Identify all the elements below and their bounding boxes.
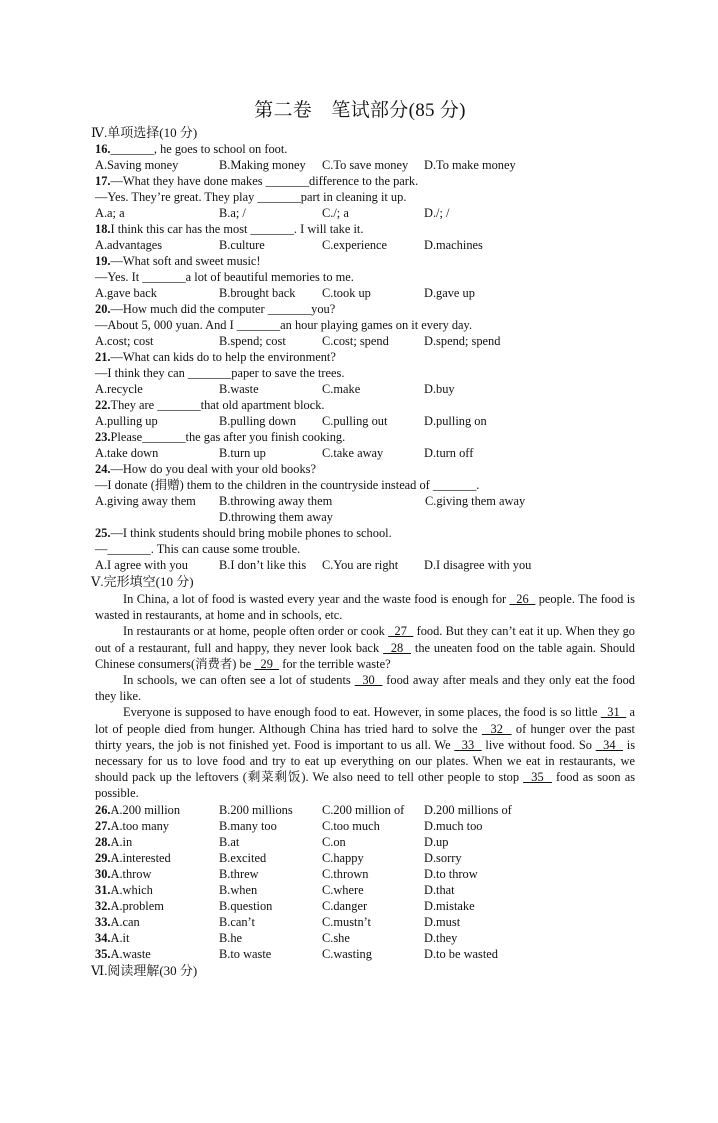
option: C.thrown <box>322 866 369 881</box>
cloze-blank: 29 <box>254 656 280 671</box>
single-choice-questions <box>95 141 635 573</box>
question-stem <box>95 317 635 333</box>
question-text: —I donate (捐赠) them to the children in the countryside instead of _______. <box>95 478 480 492</box>
option: B.pulling down <box>219 414 297 428</box>
cloze-option-row <box>95 914 635 930</box>
option-row <box>95 445 635 461</box>
option: A.I agree with you <box>95 558 188 572</box>
question-number: 20. <box>95 302 111 316</box>
option-text: A.which <box>110 882 153 897</box>
option: D./; / <box>424 206 450 220</box>
cloze-passage <box>95 591 635 802</box>
option: B.spend; cost <box>219 334 286 348</box>
section-heading-reading: Ⅵ.阅读理解(30 分) <box>91 962 198 978</box>
cloze-blank: 34 <box>595 737 624 752</box>
question-number: 30. <box>95 866 111 881</box>
option: C.cost; spend <box>322 334 389 348</box>
question-text: _______, he goes to school on foot. <box>110 142 288 156</box>
question-number: 21. <box>95 350 111 364</box>
question-number: 17. <box>95 174 111 188</box>
option: D.up <box>424 834 449 849</box>
cloze-blank: 35 <box>523 770 552 785</box>
option: B.I don’t like this <box>219 558 307 572</box>
section-heading-cloze: Ⅴ.完形填空(10 分) <box>91 574 194 589</box>
cloze-blank: 31 <box>600 705 627 720</box>
question-stem <box>95 269 635 285</box>
question-text: —About 5, 000 yuan. And I _______an hour playing games on it every day. <box>95 318 473 332</box>
question-text: Please_______the gas after you finish cooking. <box>110 430 346 444</box>
option: D.must <box>424 914 461 929</box>
passage-paragraph: In schools, we can often see a lot of students 30 food away after meals and they only eat the food they like. <box>95 673 635 704</box>
question-number: 29. <box>95 850 111 865</box>
option: C.You are right <box>322 558 399 572</box>
question-stem <box>95 349 635 365</box>
question-number: 31. <box>95 882 111 897</box>
option: A.cost; cost <box>95 334 154 348</box>
question-number: 34. <box>95 930 111 945</box>
option: D.to be wasted <box>424 946 498 961</box>
option-row <box>95 413 635 429</box>
option: D.turn off <box>424 446 474 460</box>
cloze-option-row <box>95 946 635 962</box>
option-text: A.too many <box>110 818 170 833</box>
question-text: I think this car has the most _______. I will take it. <box>110 222 364 236</box>
option: A.gave back <box>95 286 157 300</box>
option: D.they <box>424 930 458 945</box>
option: C.danger <box>322 898 368 913</box>
option-text: A.waste <box>110 946 151 961</box>
option: D.throwing them away <box>219 510 333 524</box>
question-text: —What they have done makes _______difference to the park. <box>110 174 419 188</box>
option: C.pulling out <box>322 414 388 428</box>
option: C.200 million of <box>322 802 405 817</box>
option: C.To save money <box>322 158 409 172</box>
option-text: A.problem <box>110 898 164 913</box>
option <box>95 898 219 914</box>
option: A.take down <box>95 446 159 460</box>
option: C.experience <box>322 238 388 252</box>
question-stem <box>95 365 635 381</box>
option-text: A.can <box>110 914 140 929</box>
passage-paragraph: Everyone is supposed to have enough food to eat. However, in some places, the food is so little 31 a lot of people died from hunger. Although China has tried hard to solve the 32 of hunger over the past thirty years, the job is not finished yet. Food is important to us all. We 33 live without food. So 34 is necessary for us to love food and try to eat up everything on our plates. When we eat in restaurants, we should pack up the leftovers (剩菜剩饭). We also need to tell other people to stop 35 food as soon as possible. <box>95 705 636 801</box>
option: A.advantages <box>95 238 163 252</box>
cloze-blank: 27 <box>388 624 414 639</box>
option: C.happy <box>322 850 364 865</box>
option: A.recycle <box>95 382 143 396</box>
option-row <box>95 381 635 397</box>
option: D.to throw <box>424 866 478 881</box>
cloze-option-row <box>95 882 635 898</box>
question-stem <box>95 141 635 157</box>
option: C./; a <box>322 206 349 220</box>
option: D.sorry <box>424 850 462 865</box>
question-number: 27. <box>95 818 111 833</box>
option: B.at <box>219 834 240 849</box>
question-stem <box>95 461 635 477</box>
question-text: —How much did the computer _______you? <box>110 302 336 316</box>
page-title: 第二卷 笔试部分(85 分) <box>254 100 466 121</box>
question-stem <box>95 253 635 269</box>
question-number: 25. <box>95 526 111 540</box>
question-number: 35. <box>95 946 111 961</box>
question-stem <box>95 173 635 189</box>
option: D.machines <box>424 238 483 252</box>
option <box>95 834 219 850</box>
cloze-option-row <box>95 850 635 866</box>
option <box>95 802 219 818</box>
option <box>95 850 219 866</box>
cloze-blank: 33 <box>454 737 482 752</box>
question-stem <box>95 525 635 541</box>
cloze-blank: 26 <box>509 592 536 606</box>
question-text: —I think students should bring mobile phones to school. <box>110 526 392 540</box>
cloze-option-row <box>95 866 635 882</box>
option: A.giving away them <box>95 494 196 508</box>
option: D.buy <box>424 382 455 396</box>
option-text: A.200 million <box>110 802 181 817</box>
passage-paragraph: In restaurants or at home, people often order or cook 27 food. But they can’t eat it up. When they go out of a restaurant, full and happy, they never look back 28 the uneaten food on the table again. Should Chinese consumers(消费者) be 29 for the terrible waste? <box>95 624 636 671</box>
question-text: —Yes. They’re great. They play _______part in cleaning it up. <box>95 190 407 204</box>
cloze-options <box>95 802 635 962</box>
cloze-blank: 30 <box>354 673 383 688</box>
option-text: A.in <box>110 834 133 849</box>
question-stem <box>95 397 635 413</box>
option: C.took up <box>322 286 371 300</box>
option-row <box>95 205 635 221</box>
question-number: 23. <box>95 430 111 444</box>
question-number: 19. <box>95 254 111 268</box>
question-text: They are _______that old apartment block. <box>110 398 325 412</box>
option: B.throwing away them <box>219 494 333 508</box>
option: B.many too <box>219 818 277 833</box>
option: C.mustn’t <box>322 914 371 929</box>
option-row <box>95 333 635 349</box>
option <box>95 818 219 834</box>
option <box>95 914 219 930</box>
question-number: 24. <box>95 462 111 476</box>
passage-paragraph: In China, a lot of food is wasted every year and the waste food is enough for 26 people. The food is wasted in restaurants, at home and in schools, etc. <box>95 592 635 623</box>
option: A.a; a <box>95 206 125 220</box>
option: A.Saving money <box>95 158 179 172</box>
option: B.culture <box>219 238 265 252</box>
cloze-option-row <box>95 930 635 946</box>
option-row <box>95 157 635 173</box>
option: D.mistake <box>424 898 475 913</box>
option: B.when <box>219 882 258 897</box>
option: B.200 millions <box>219 802 293 817</box>
option: B.can’t <box>219 914 255 929</box>
option-row <box>95 493 635 509</box>
option: C.giving them away <box>425 494 526 508</box>
option: D.much too <box>424 818 483 833</box>
question-number: 26. <box>95 802 111 817</box>
option <box>95 946 219 962</box>
option: D.spend; spend <box>424 334 501 348</box>
question-number: 33. <box>95 914 111 929</box>
question-stem <box>95 221 635 237</box>
option: D.gave up <box>424 286 475 300</box>
question-stem <box>95 301 635 317</box>
question-stem <box>95 429 635 445</box>
option: D.pulling on <box>424 414 487 428</box>
option: B.excited <box>219 850 267 865</box>
option <box>95 866 219 882</box>
option: C.too much <box>322 818 380 833</box>
option-text: A.interested <box>110 850 171 865</box>
option: C.on <box>322 834 346 849</box>
question-text: —What can kids do to help the environment? <box>110 350 336 364</box>
option: C.make <box>322 382 361 396</box>
option: C.she <box>322 930 350 945</box>
cloze-option-row <box>95 802 635 818</box>
option: B.waste <box>219 382 259 396</box>
question-stem <box>95 541 635 557</box>
option-row <box>95 557 635 573</box>
option: B.he <box>219 930 243 945</box>
question-text: —Yes. It _______a lot of beautiful memories to me. <box>95 270 354 284</box>
question-text: —_______. This can cause some trouble. <box>95 542 301 556</box>
option-row <box>95 237 635 253</box>
cloze-blank: 32 <box>481 721 512 736</box>
option <box>95 882 219 898</box>
option: B.threw <box>219 866 259 881</box>
option: D.I disagree with you <box>424 558 532 572</box>
cloze-option-row <box>95 818 635 834</box>
exam-page <box>91 98 636 979</box>
question-number: 32. <box>95 898 111 913</box>
question-number: 22. <box>95 398 111 412</box>
option: D.that <box>424 882 455 897</box>
option-text: A.throw <box>110 866 152 881</box>
question-text: —I think they can _______paper to save the trees. <box>95 366 345 380</box>
option-row <box>95 285 635 301</box>
option: C.take away <box>322 446 384 460</box>
option-row <box>95 509 635 525</box>
option: C.where <box>322 882 364 897</box>
option: D.200 millions of <box>424 802 512 817</box>
option <box>95 930 219 946</box>
option: B.question <box>219 898 273 913</box>
option: B.Making money <box>219 158 306 172</box>
question-text: —How do you deal with your old books? <box>110 462 316 476</box>
option: C.wasting <box>322 946 372 961</box>
question-number: 18. <box>95 222 111 236</box>
cloze-blank: 28 <box>383 640 411 655</box>
option: B.a; / <box>219 206 246 220</box>
question-text: —What soft and sweet music! <box>110 254 261 268</box>
option: D.To make money <box>424 158 516 172</box>
option: B.to waste <box>219 946 272 961</box>
question-stem <box>95 477 635 493</box>
option-text: A.it <box>110 930 130 945</box>
question-number: 28. <box>95 834 111 849</box>
cloze-option-row <box>95 898 635 914</box>
question-stem <box>95 189 635 205</box>
option-spacer <box>95 509 219 525</box>
section-heading-single-choice: Ⅳ.单项选择(10 分) <box>91 125 198 140</box>
option: B.brought back <box>219 286 296 300</box>
option: B.turn up <box>219 446 266 460</box>
cloze-option-row <box>95 834 635 850</box>
option: A.pulling up <box>95 414 158 428</box>
question-number: 16. <box>95 142 111 156</box>
